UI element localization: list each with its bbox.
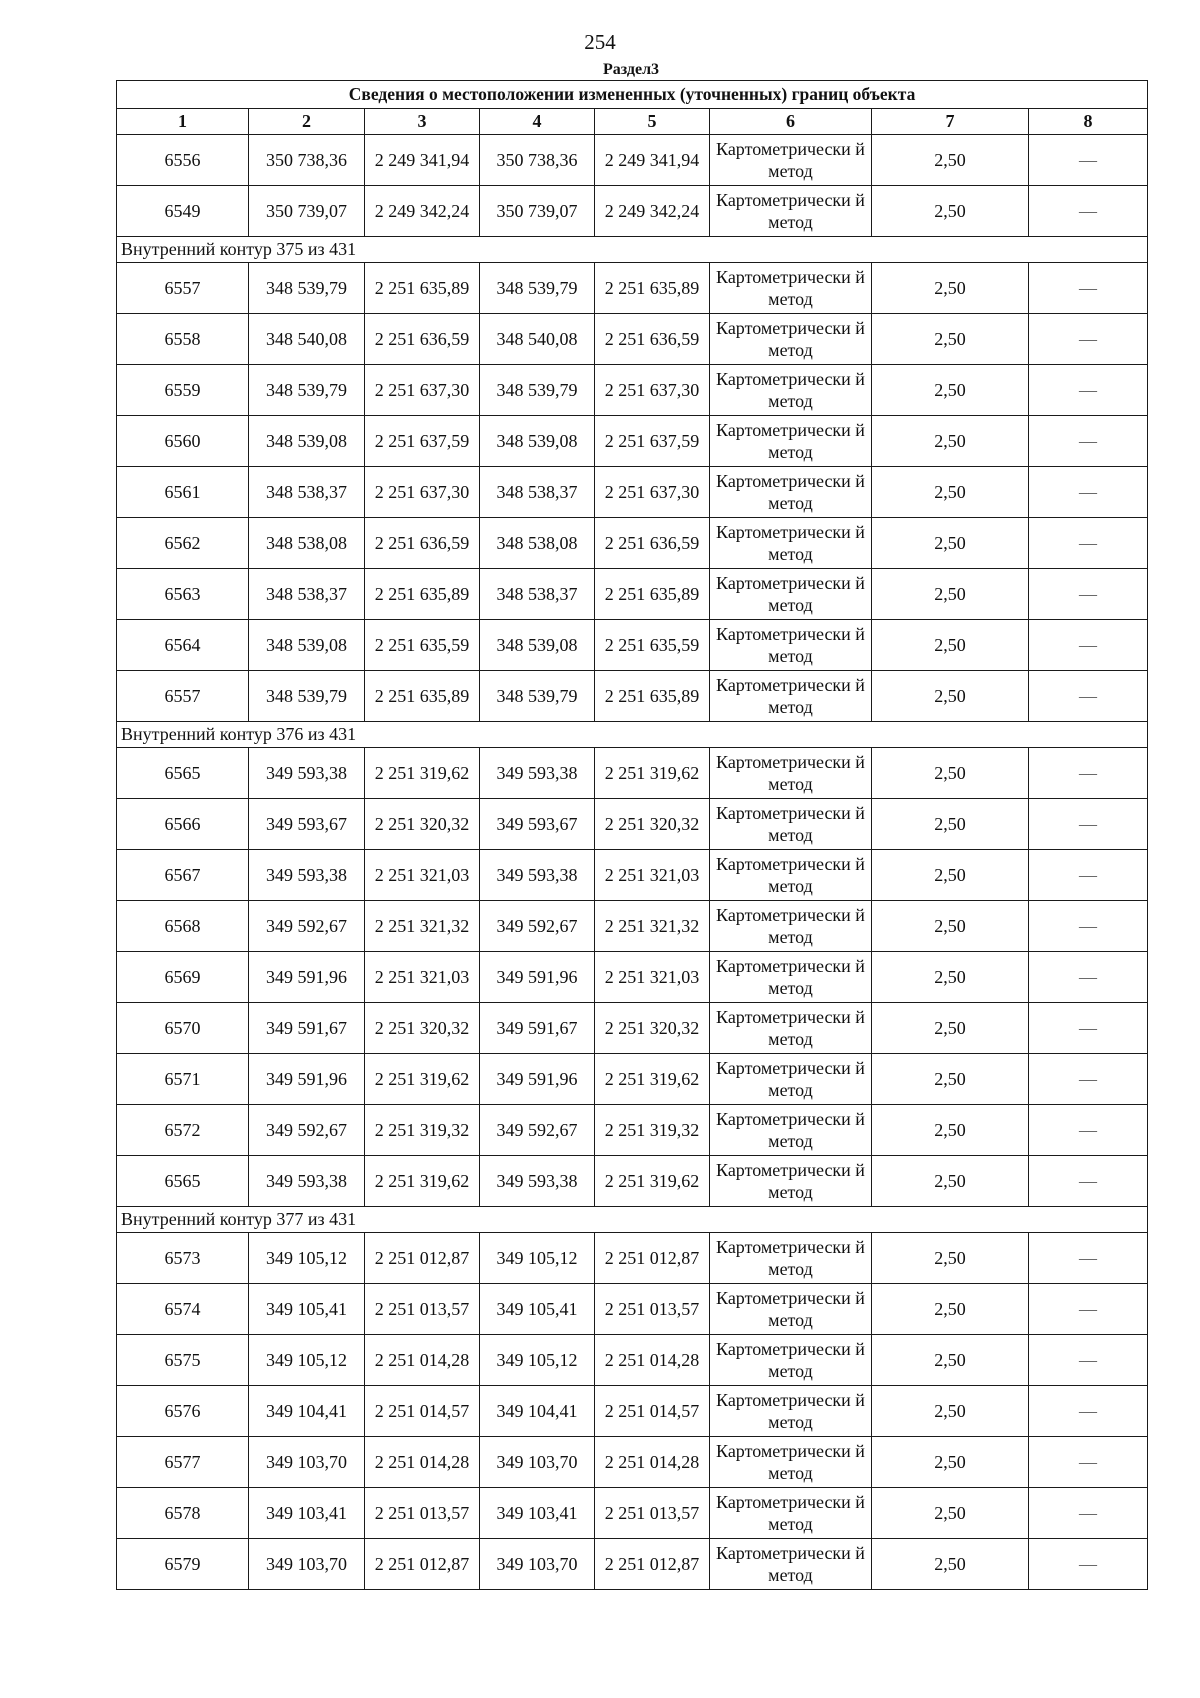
method-cell: Картометрически й метод xyxy=(710,671,872,722)
y-new-cell: 2 251 321,03 xyxy=(595,952,710,1003)
table-body xyxy=(117,135,1148,1590)
x-new-cell: 350 738,36 xyxy=(480,135,595,186)
description-cell: — xyxy=(1029,850,1148,901)
method-cell: Картометрически й метод xyxy=(710,1054,872,1105)
y-old-cell: 2 251 637,59 xyxy=(365,416,480,467)
point-number-cell: 6577 xyxy=(117,1437,249,1488)
column-header: 1 xyxy=(117,109,249,135)
x-new-cell: 348 538,08 xyxy=(480,518,595,569)
x-old-cell: 348 539,79 xyxy=(249,365,365,416)
column-header: 3 xyxy=(365,109,480,135)
y-old-cell: 2 251 319,62 xyxy=(365,1156,480,1207)
x-new-cell: 349 593,38 xyxy=(480,1156,595,1207)
accuracy-cell: 2,50 xyxy=(872,1105,1029,1156)
table-row xyxy=(117,952,1148,1003)
x-new-cell: 349 593,67 xyxy=(480,799,595,850)
table-row xyxy=(117,1386,1148,1437)
point-number-cell: 6561 xyxy=(117,467,249,518)
description-cell: — xyxy=(1029,569,1148,620)
method-cell: Картометрически й метод xyxy=(710,314,872,365)
point-number-cell: 6564 xyxy=(117,620,249,671)
accuracy-cell: 2,50 xyxy=(872,1539,1029,1590)
method-cell: Картометрически й метод xyxy=(710,748,872,799)
y-new-cell: 2 251 636,59 xyxy=(595,518,710,569)
accuracy-cell: 2,50 xyxy=(872,850,1029,901)
method-cell: Картометрически й метод xyxy=(710,1284,872,1335)
method-cell: Картометрически й метод xyxy=(710,1335,872,1386)
x-new-cell: 350 739,07 xyxy=(480,186,595,237)
contour-title: Внутренний контур 375 из 431 xyxy=(117,237,1148,263)
x-new-cell: 348 539,79 xyxy=(480,671,595,722)
point-number-cell: 6556 xyxy=(117,135,249,186)
x-new-cell: 349 103,41 xyxy=(480,1488,595,1539)
description-cell: — xyxy=(1029,952,1148,1003)
y-old-cell: 2 251 013,57 xyxy=(365,1488,480,1539)
y-old-cell: 2 251 635,89 xyxy=(365,671,480,722)
table-row xyxy=(117,263,1148,314)
x-new-cell: 349 591,96 xyxy=(480,952,595,1003)
point-number-cell: 6565 xyxy=(117,1156,249,1207)
description-cell: — xyxy=(1029,1437,1148,1488)
accuracy-cell: 2,50 xyxy=(872,620,1029,671)
accuracy-cell: 2,50 xyxy=(872,1488,1029,1539)
description-cell: — xyxy=(1029,263,1148,314)
description-cell: — xyxy=(1029,186,1148,237)
method-cell: Картометрически й метод xyxy=(710,620,872,671)
point-number-cell: 6568 xyxy=(117,901,249,952)
y-new-cell: 2 251 320,32 xyxy=(595,799,710,850)
x-new-cell: 349 105,12 xyxy=(480,1335,595,1386)
x-new-cell: 348 538,37 xyxy=(480,569,595,620)
table-row xyxy=(117,1156,1148,1207)
accuracy-cell: 2,50 xyxy=(872,1054,1029,1105)
y-new-cell: 2 249 342,24 xyxy=(595,186,710,237)
y-new-cell: 2 251 319,62 xyxy=(595,1156,710,1207)
point-number-cell: 6578 xyxy=(117,1488,249,1539)
x-new-cell: 348 539,79 xyxy=(480,365,595,416)
point-number-cell: 6572 xyxy=(117,1105,249,1156)
point-number-cell: 6569 xyxy=(117,952,249,1003)
accuracy-cell: 2,50 xyxy=(872,1233,1029,1284)
y-old-cell: 2 251 321,03 xyxy=(365,850,480,901)
y-new-cell: 2 251 014,28 xyxy=(595,1335,710,1386)
description-cell: — xyxy=(1029,1335,1148,1386)
description-cell: — xyxy=(1029,1054,1148,1105)
table-row xyxy=(117,314,1148,365)
description-cell: — xyxy=(1029,1488,1148,1539)
point-number-cell: 6575 xyxy=(117,1335,249,1386)
accuracy-cell: 2,50 xyxy=(872,416,1029,467)
method-cell: Картометрически й метод xyxy=(710,1488,872,1539)
method-cell: Картометрически й метод xyxy=(710,1437,872,1488)
accuracy-cell: 2,50 xyxy=(872,467,1029,518)
accuracy-cell: 2,50 xyxy=(872,799,1029,850)
point-number-cell: 6557 xyxy=(117,671,249,722)
description-cell: — xyxy=(1029,901,1148,952)
table-row xyxy=(117,748,1148,799)
x-new-cell: 348 539,08 xyxy=(480,620,595,671)
method-cell: Картометрически й метод xyxy=(710,135,872,186)
x-old-cell: 350 738,36 xyxy=(249,135,365,186)
x-old-cell: 349 593,38 xyxy=(249,850,365,901)
accuracy-cell: 2,50 xyxy=(872,1437,1029,1488)
x-old-cell: 348 539,79 xyxy=(249,263,365,314)
description-cell: — xyxy=(1029,620,1148,671)
y-new-cell: 2 251 637,30 xyxy=(595,365,710,416)
method-cell: Картометрически й метод xyxy=(710,467,872,518)
method-cell: Картометрически й метод xyxy=(710,1003,872,1054)
accuracy-cell: 2,50 xyxy=(872,263,1029,314)
x-new-cell: 349 591,96 xyxy=(480,1054,595,1105)
description-cell: — xyxy=(1029,748,1148,799)
table-row xyxy=(117,1488,1148,1539)
table-row xyxy=(117,518,1148,569)
contour-title: Внутренний контур 376 из 431 xyxy=(117,722,1148,748)
y-new-cell: 2 251 637,59 xyxy=(595,416,710,467)
description-cell: — xyxy=(1029,314,1148,365)
method-cell: Картометрически й метод xyxy=(710,569,872,620)
y-new-cell: 2 251 635,89 xyxy=(595,569,710,620)
x-new-cell: 349 593,38 xyxy=(480,748,595,799)
point-number-cell: 6579 xyxy=(117,1539,249,1590)
accuracy-cell: 2,50 xyxy=(872,569,1029,620)
x-old-cell: 349 591,67 xyxy=(249,1003,365,1054)
column-header: 8 xyxy=(1029,109,1148,135)
x-old-cell: 349 105,41 xyxy=(249,1284,365,1335)
point-number-cell: 6565 xyxy=(117,748,249,799)
x-new-cell: 348 539,08 xyxy=(480,416,595,467)
table-row xyxy=(117,416,1148,467)
x-new-cell: 348 538,37 xyxy=(480,467,595,518)
x-old-cell: 349 104,41 xyxy=(249,1386,365,1437)
y-new-cell: 2 251 013,57 xyxy=(595,1488,710,1539)
y-old-cell: 2 249 341,94 xyxy=(365,135,480,186)
y-old-cell: 2 251 014,57 xyxy=(365,1386,480,1437)
table-row xyxy=(117,620,1148,671)
description-cell: — xyxy=(1029,1105,1148,1156)
y-old-cell: 2 251 319,62 xyxy=(365,1054,480,1105)
description-cell: — xyxy=(1029,365,1148,416)
method-cell: Картометрически й метод xyxy=(710,416,872,467)
y-old-cell: 2 251 321,03 xyxy=(365,952,480,1003)
x-old-cell: 349 593,38 xyxy=(249,748,365,799)
contour-title: Внутренний контур 377 из 431 xyxy=(117,1207,1148,1233)
column-header: 6 xyxy=(710,109,872,135)
y-old-cell: 2 251 012,87 xyxy=(365,1539,480,1590)
x-old-cell: 348 539,08 xyxy=(249,416,365,467)
accuracy-cell: 2,50 xyxy=(872,1386,1029,1437)
y-old-cell: 2 251 635,89 xyxy=(365,569,480,620)
x-new-cell: 349 591,67 xyxy=(480,1003,595,1054)
table-row xyxy=(117,671,1148,722)
y-new-cell: 2 251 635,89 xyxy=(595,263,710,314)
page-number: 254 xyxy=(584,30,616,54)
x-new-cell: 349 103,70 xyxy=(480,1437,595,1488)
point-number-cell: 6573 xyxy=(117,1233,249,1284)
y-new-cell: 2 251 014,57 xyxy=(595,1386,710,1437)
method-cell: Картометрически й метод xyxy=(710,850,872,901)
table-row xyxy=(117,186,1148,237)
y-new-cell: 2 251 321,32 xyxy=(595,901,710,952)
accuracy-cell: 2,50 xyxy=(872,314,1029,365)
method-cell: Картометрически й метод xyxy=(710,799,872,850)
y-new-cell: 2 251 321,03 xyxy=(595,850,710,901)
point-number-cell: 6571 xyxy=(117,1054,249,1105)
table-caption: Сведения о местоположении измененных (уточненных) границ объекта xyxy=(117,81,1148,109)
y-new-cell: 2 251 014,28 xyxy=(595,1437,710,1488)
description-cell: — xyxy=(1029,1386,1148,1437)
accuracy-cell: 2,50 xyxy=(872,186,1029,237)
y-new-cell: 2 251 636,59 xyxy=(595,314,710,365)
y-old-cell: 2 251 319,62 xyxy=(365,748,480,799)
description-cell: — xyxy=(1029,467,1148,518)
accuracy-cell: 2,50 xyxy=(872,518,1029,569)
x-old-cell: 350 739,07 xyxy=(249,186,365,237)
description-cell: — xyxy=(1029,671,1148,722)
method-cell: Картометрически й метод xyxy=(710,1386,872,1437)
method-cell: Картометрически й метод xyxy=(710,952,872,1003)
method-cell: Картометрически й метод xyxy=(710,1233,872,1284)
x-old-cell: 348 538,37 xyxy=(249,467,365,518)
y-new-cell: 2 251 013,57 xyxy=(595,1284,710,1335)
column-header: 2 xyxy=(249,109,365,135)
table-row xyxy=(117,1233,1148,1284)
x-old-cell: 349 591,96 xyxy=(249,952,365,1003)
table-row xyxy=(117,1437,1148,1488)
x-new-cell: 349 103,70 xyxy=(480,1539,595,1590)
table-row xyxy=(117,467,1148,518)
table-row xyxy=(117,1003,1148,1054)
table-row xyxy=(117,901,1148,952)
y-new-cell: 2 251 012,87 xyxy=(595,1539,710,1590)
point-number-cell: 6574 xyxy=(117,1284,249,1335)
point-number-cell: 6570 xyxy=(117,1003,249,1054)
method-cell: Картометрически й метод xyxy=(710,1539,872,1590)
method-cell: Картометрически й метод xyxy=(710,263,872,314)
column-header: 4 xyxy=(480,109,595,135)
y-old-cell: 2 251 014,28 xyxy=(365,1335,480,1386)
method-cell: Картометрически й метод xyxy=(710,186,872,237)
y-old-cell: 2 251 321,32 xyxy=(365,901,480,952)
description-cell: — xyxy=(1029,135,1148,186)
y-old-cell: 2 251 636,59 xyxy=(365,518,480,569)
accuracy-cell: 2,50 xyxy=(872,1003,1029,1054)
boundary-table xyxy=(116,80,1148,1590)
point-number-cell: 6559 xyxy=(117,365,249,416)
description-cell: — xyxy=(1029,1003,1148,1054)
accuracy-cell: 2,50 xyxy=(872,901,1029,952)
point-number-cell: 6576 xyxy=(117,1386,249,1437)
y-old-cell: 2 251 636,59 xyxy=(365,314,480,365)
y-new-cell: 2 251 012,87 xyxy=(595,1233,710,1284)
y-new-cell: 2 251 637,30 xyxy=(595,467,710,518)
table-row xyxy=(117,569,1148,620)
x-old-cell: 349 591,96 xyxy=(249,1054,365,1105)
x-new-cell: 349 105,12 xyxy=(480,1233,595,1284)
y-old-cell: 2 251 635,59 xyxy=(365,620,480,671)
accuracy-cell: 2,50 xyxy=(872,952,1029,1003)
x-old-cell: 349 105,12 xyxy=(249,1335,365,1386)
y-old-cell: 2 251 320,32 xyxy=(365,799,480,850)
accuracy-cell: 2,50 xyxy=(872,1335,1029,1386)
description-cell: — xyxy=(1029,416,1148,467)
x-old-cell: 349 592,67 xyxy=(249,1105,365,1156)
accuracy-cell: 2,50 xyxy=(872,365,1029,416)
method-cell: Картометрически й метод xyxy=(710,1156,872,1207)
y-new-cell: 2 251 320,32 xyxy=(595,1003,710,1054)
description-cell: — xyxy=(1029,1156,1148,1207)
y-old-cell: 2 251 637,30 xyxy=(365,467,480,518)
y-new-cell: 2 251 319,32 xyxy=(595,1105,710,1156)
column-header: 7 xyxy=(872,109,1029,135)
x-new-cell: 349 105,41 xyxy=(480,1284,595,1335)
table-row xyxy=(117,135,1148,186)
description-cell: — xyxy=(1029,1284,1148,1335)
x-new-cell: 349 592,67 xyxy=(480,901,595,952)
table-row xyxy=(117,365,1148,416)
x-old-cell: 349 593,67 xyxy=(249,799,365,850)
y-old-cell: 2 251 012,87 xyxy=(365,1233,480,1284)
y-new-cell: 2 251 319,62 xyxy=(595,1054,710,1105)
x-old-cell: 349 593,38 xyxy=(249,1156,365,1207)
contour-header-row xyxy=(117,722,1148,748)
description-cell: — xyxy=(1029,1539,1148,1590)
accuracy-cell: 2,50 xyxy=(872,1156,1029,1207)
accuracy-cell: 2,50 xyxy=(872,671,1029,722)
point-number-cell: 6557 xyxy=(117,263,249,314)
point-number-cell: 6560 xyxy=(117,416,249,467)
method-cell: Картометрически й метод xyxy=(710,518,872,569)
y-new-cell: 2 251 635,59 xyxy=(595,620,710,671)
x-new-cell: 349 104,41 xyxy=(480,1386,595,1437)
x-old-cell: 349 103,70 xyxy=(249,1539,365,1590)
contour-header-row xyxy=(117,1207,1148,1233)
table-row xyxy=(117,799,1148,850)
table-row xyxy=(117,850,1148,901)
table-row xyxy=(117,1335,1148,1386)
x-old-cell: 349 103,41 xyxy=(249,1488,365,1539)
x-old-cell: 348 538,08 xyxy=(249,518,365,569)
column-header-row xyxy=(117,109,1148,135)
table-row xyxy=(117,1105,1148,1156)
x-new-cell: 348 539,79 xyxy=(480,263,595,314)
accuracy-cell: 2,50 xyxy=(872,1284,1029,1335)
method-cell: Картометрически й метод xyxy=(710,1105,872,1156)
accuracy-cell: 2,50 xyxy=(872,135,1029,186)
description-cell: — xyxy=(1029,518,1148,569)
method-cell: Картометрически й метод xyxy=(710,901,872,952)
point-number-cell: 6558 xyxy=(117,314,249,365)
x-old-cell: 349 105,12 xyxy=(249,1233,365,1284)
method-cell: Картометрически й метод xyxy=(710,365,872,416)
y-new-cell: 2 251 635,89 xyxy=(595,671,710,722)
section-label: Раздел3 xyxy=(602,61,660,78)
point-number-cell: 6563 xyxy=(117,569,249,620)
y-old-cell: 2 251 637,30 xyxy=(365,365,480,416)
x-old-cell: 349 592,67 xyxy=(249,901,365,952)
x-old-cell: 349 103,70 xyxy=(249,1437,365,1488)
table-row xyxy=(117,1284,1148,1335)
y-new-cell: 2 249 341,94 xyxy=(595,135,710,186)
point-number-cell: 6562 xyxy=(117,518,249,569)
x-new-cell: 349 593,38 xyxy=(480,850,595,901)
y-old-cell: 2 251 635,89 xyxy=(365,263,480,314)
x-new-cell: 348 540,08 xyxy=(480,314,595,365)
y-old-cell: 2 249 342,24 xyxy=(365,186,480,237)
x-new-cell: 349 592,67 xyxy=(480,1105,595,1156)
column-header: 5 xyxy=(595,109,710,135)
y-old-cell: 2 251 013,57 xyxy=(365,1284,480,1335)
description-cell: — xyxy=(1029,799,1148,850)
point-number-cell: 6549 xyxy=(117,186,249,237)
x-old-cell: 348 538,37 xyxy=(249,569,365,620)
contour-header-row xyxy=(117,237,1148,263)
y-old-cell: 2 251 320,32 xyxy=(365,1003,480,1054)
table-row xyxy=(117,1054,1148,1105)
x-old-cell: 348 540,08 xyxy=(249,314,365,365)
y-new-cell: 2 251 319,62 xyxy=(595,748,710,799)
accuracy-cell: 2,50 xyxy=(872,748,1029,799)
table-row xyxy=(117,1539,1148,1590)
point-number-cell: 6566 xyxy=(117,799,249,850)
x-old-cell: 348 539,08 xyxy=(249,620,365,671)
description-cell: — xyxy=(1029,1233,1148,1284)
y-old-cell: 2 251 319,32 xyxy=(365,1105,480,1156)
point-number-cell: 6567 xyxy=(117,850,249,901)
y-old-cell: 2 251 014,28 xyxy=(365,1437,480,1488)
x-old-cell: 348 539,79 xyxy=(249,671,365,722)
